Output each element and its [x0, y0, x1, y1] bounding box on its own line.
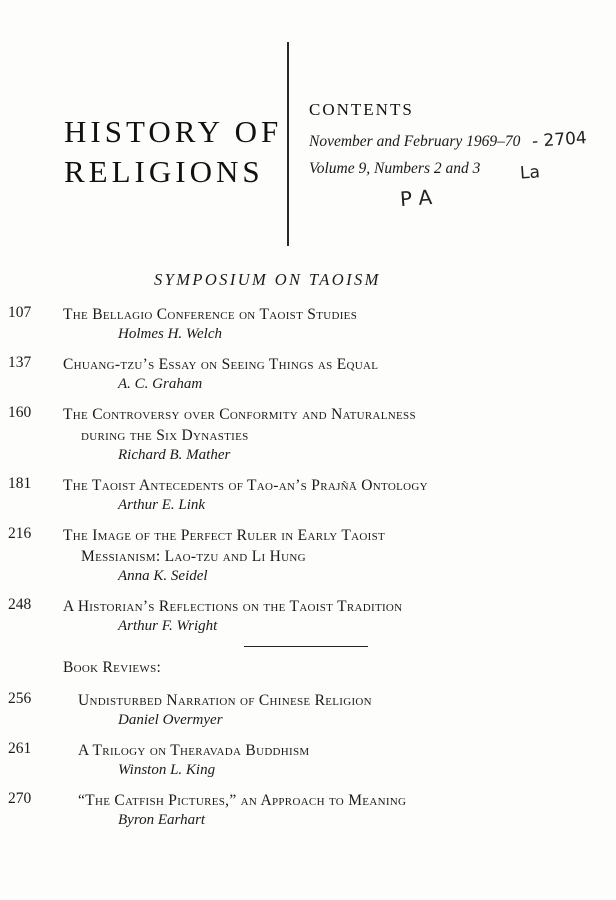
page-number: 181: [8, 475, 32, 492]
issue-date: November and February 1969–70: [309, 133, 521, 150]
article-author: Richard B. Mather: [118, 447, 231, 463]
article-author: Anna K. Seidel: [118, 568, 208, 584]
section-divider: [244, 646, 368, 647]
page-number: 137: [8, 354, 32, 371]
article-title: Chuang-tzu’s Essay on Seeing Things as Equal: [63, 356, 379, 373]
toc-entry: [0, 354, 616, 394]
article-author: Arthur F. Wright: [118, 618, 218, 634]
review-title: Undisturbed Narration of Chinese Religion: [78, 692, 372, 710]
article-author: Holmes H. Welch: [118, 326, 223, 342]
review-title: A Trilogy on Theravada Buddhism: [78, 742, 310, 760]
toc-entry: [0, 596, 616, 636]
article-title: The Bellagio Conference on Taoist Studies: [63, 306, 358, 323]
page-number: 261: [8, 740, 32, 758]
review-entry: [0, 690, 616, 730]
article-author: Arthur E. Link: [118, 497, 206, 513]
journal-title-line2: RELIGIONS: [64, 154, 264, 189]
toc-entry: [0, 404, 616, 465]
review-entry: [0, 740, 616, 780]
article-title: The Controversy over Conformity and Naturalness: [63, 406, 416, 423]
page-number: 160: [8, 404, 32, 421]
toc-entry: [0, 525, 616, 586]
review-title: “The Catfish Pictures,” an Approach to Meaning: [78, 792, 407, 810]
table-of-contents: [0, 304, 616, 840]
page-number: 216: [8, 525, 32, 542]
review-author: Byron Earhart: [118, 812, 206, 829]
journal-title-line1: HISTORY OF: [64, 114, 283, 149]
header-divider: [287, 42, 289, 246]
article-title: The Image of the Perfect Ruler in Early Taoist: [63, 527, 386, 544]
review-author: Winston L. King: [118, 762, 216, 779]
review-author: Daniel Overmyer: [118, 712, 223, 729]
review-entry: [0, 790, 616, 830]
page-number: 256: [8, 690, 32, 708]
journal-title: [64, 112, 282, 192]
page-number: 270: [8, 790, 32, 808]
handwritten-note: La: [519, 162, 541, 184]
handwritten-note: - 2704: [531, 128, 588, 152]
volume-info: Volume 9, Numbers 2 and 3: [309, 160, 481, 177]
article-author: A. C. Graham: [118, 376, 203, 392]
article-title: A Historian’s Reflections on the Taoist Tradition: [63, 598, 403, 615]
book-reviews-heading: Book Reviews:: [63, 659, 162, 677]
article-title-continued: during the Six Dynasties: [81, 427, 249, 444]
handwritten-note: P A: [399, 184, 433, 212]
toc-entry: [0, 304, 616, 344]
article-title-continued: Messianism: Lao-tzu and Li Hung: [81, 548, 306, 565]
page-number: 107: [8, 304, 32, 321]
symposium-heading: SYMPOSIUM ON TAOISM: [154, 270, 381, 289]
contents-label: CONTENTS: [309, 100, 414, 119]
toc-entry: [0, 475, 616, 515]
page-number: 248: [8, 596, 32, 613]
article-title: The Taoist Antecedents of Tao-an’s Prajñā Ontology: [63, 477, 428, 494]
